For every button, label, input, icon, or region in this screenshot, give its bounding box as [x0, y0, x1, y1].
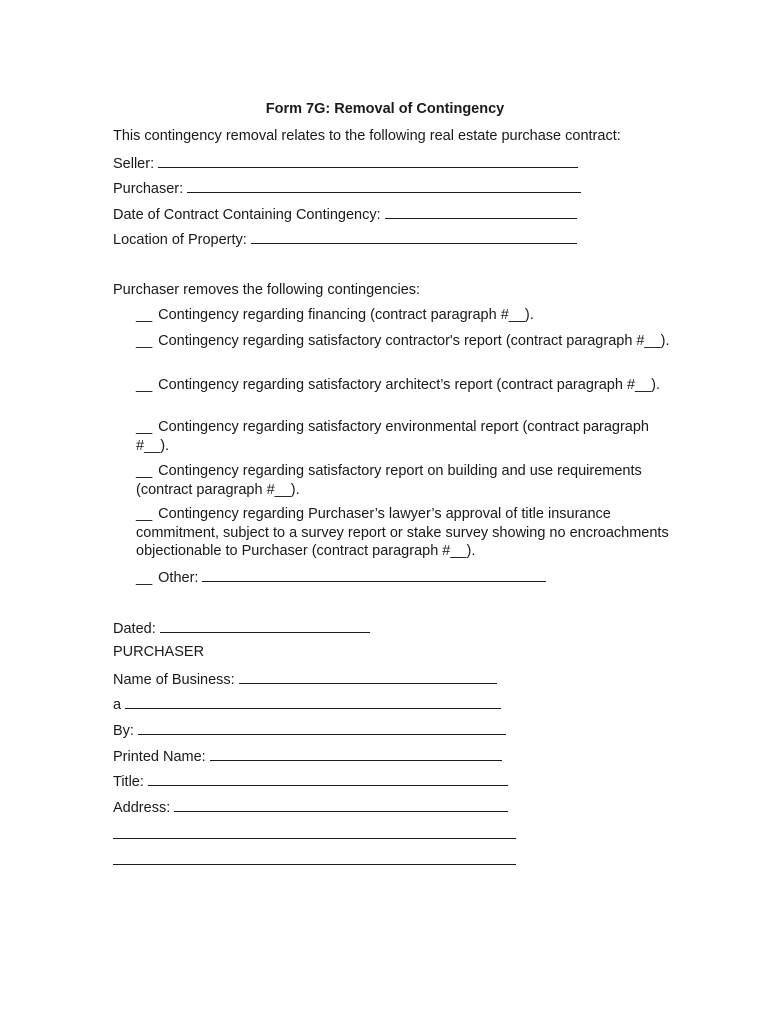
- checkbox-blank[interactable]: __: [136, 307, 153, 323]
- printed-name-label: Printed Name:: [113, 749, 206, 765]
- purchaser-blank[interactable]: [187, 178, 581, 193]
- address-blank[interactable]: [174, 797, 508, 812]
- title-field: [113, 771, 508, 791]
- title-label: Title:: [113, 774, 144, 790]
- contract-date-blank[interactable]: [385, 204, 577, 219]
- address-label: Address:: [113, 800, 171, 816]
- purchaser-label: Purchaser:: [113, 181, 184, 197]
- purchaser-heading: PURCHASER: [113, 644, 205, 660]
- location-field: [113, 229, 577, 249]
- contract-date-field: [113, 204, 577, 224]
- printed-name-field: [113, 746, 502, 766]
- by-field: [113, 720, 506, 740]
- checkbox-blank[interactable]: __: [136, 333, 153, 349]
- business-name-label: Name of Business:: [113, 672, 235, 688]
- other-label: Other:: [158, 570, 199, 586]
- dated-field: [113, 618, 370, 638]
- contingency-text: Contingency regarding financing (contract paragraph #__).: [158, 307, 534, 323]
- contingency-item: [136, 418, 676, 455]
- contingency-item: [136, 376, 676, 395]
- by-blank[interactable]: [138, 720, 506, 735]
- contingency-text: Contingency regarding satisfactory contractor's report (contract paragraph #__).: [158, 333, 670, 349]
- address-field: [113, 797, 508, 817]
- address-line-3[interactable]: [113, 864, 516, 865]
- contingency-item: [136, 462, 676, 499]
- dated-label: Dated:: [113, 621, 156, 637]
- seller-blank[interactable]: [158, 153, 578, 168]
- checkbox-blank[interactable]: __: [136, 419, 153, 435]
- business-name-blank[interactable]: [239, 669, 497, 684]
- other-blank[interactable]: [202, 567, 546, 582]
- seller-field: [113, 153, 578, 173]
- contingency-item: [136, 332, 676, 351]
- seller-label: Seller:: [113, 156, 155, 172]
- by-label: By:: [113, 723, 134, 739]
- contingency-item: [136, 505, 676, 561]
- entity-type-field: [113, 694, 501, 714]
- contract-date-label: Date of Contract Containing Contingency:: [113, 207, 381, 223]
- location-label: Location of Property:: [113, 232, 247, 248]
- contingency-item-other: [136, 567, 676, 588]
- contingency-text: Contingency regarding Purchaser’s lawyer’s approval of title insurance commitment, subject to a survey report or stake survey showing no encroachments objectionable to Purchaser (contract paragraph #__).: [136, 506, 669, 559]
- contingency-item: [136, 306, 676, 325]
- entity-type-blank[interactable]: [125, 694, 501, 709]
- entity-type-label: a: [113, 697, 122, 713]
- printed-name-blank[interactable]: [210, 746, 502, 761]
- checkbox-blank[interactable]: __: [136, 463, 153, 479]
- purchaser-field: [113, 178, 581, 198]
- form-title: Form 7G: Removal of Contingency: [265, 101, 505, 117]
- contingency-text: Contingency regarding satisfactory report on building and use requirements (contract paragraph #__).: [136, 463, 642, 498]
- intro-text: This contingency removal relates to the following real estate purchase contract:: [113, 128, 621, 144]
- location-blank[interactable]: [251, 229, 577, 244]
- title-blank[interactable]: [148, 771, 508, 786]
- checkbox-blank[interactable]: __: [136, 506, 153, 522]
- contingency-text: Contingency regarding satisfactory environmental report (contract paragraph #__).: [136, 419, 649, 454]
- business-name-field: [113, 669, 497, 689]
- checkbox-blank[interactable]: __: [136, 570, 153, 586]
- contingencies-heading: Purchaser removes the following contingencies:: [113, 282, 421, 298]
- contingency-text: Contingency regarding satisfactory architect’s report (contract paragraph #__).: [158, 377, 660, 393]
- address-line-2[interactable]: [113, 838, 516, 839]
- dated-blank[interactable]: [160, 618, 370, 633]
- checkbox-blank[interactable]: __: [136, 377, 153, 393]
